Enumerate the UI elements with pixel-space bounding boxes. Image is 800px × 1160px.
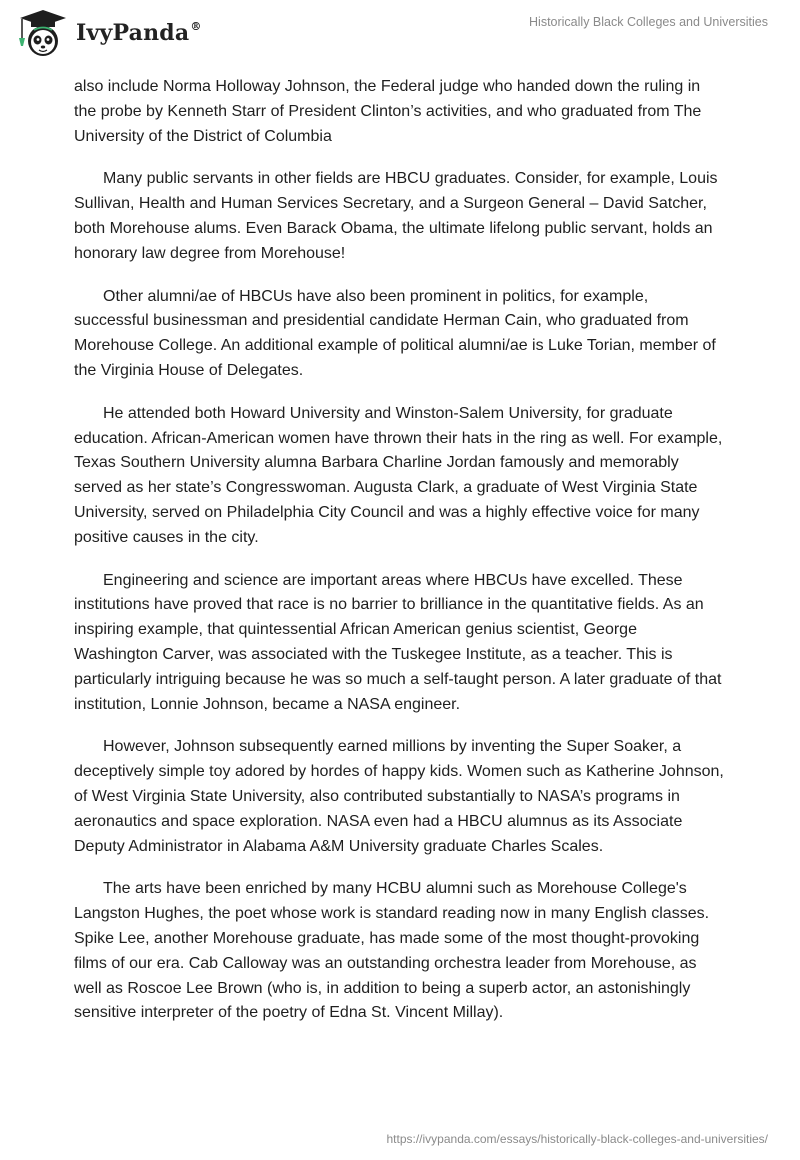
logo-text: IvyPanda® [76,20,202,46]
page-header [0,0,800,70]
paragraph: However, Johnson subsequently earned millions by inventing the Super Soaker, a deceptively simple toy adored by hordes of happy kids. Women such as Katherine Johnson, of West Virginia State University, also contributed substantially to NASA’s programs in aeronautics and space exploration. NASA even had a HBCU alumnus as its Associate Deputy Administrator in Alabama A&M University graduate Charles Scales. [74,738,724,855]
paragraph: also include Norma Holloway Johnson, the Federal judge who handed down the ruling in the probe by Kenneth Starr of President Clinton’s activities, and who graduated from The University of the District of Columbia [74,78,702,145]
paragraph: Engineering and science are important areas where HBCUs have excelled. These institutions have proved that race is no barrier to brilliance in the quantitative fields. As an inspiring example, that quintessential African American genius scientist, George Washington Carver, was associated with the Tuskegee Institute, as a teacher. This is particularly intriguing because he was so much a self-taught person. A later graduate of that institution, Lonnie Johnson, became a NASA engineer. [74,571,722,713]
document-title: Historically Black Colleges and Universities [529,15,768,29]
paragraph: Many public servants in other fields are HBCU graduates. Consider, for example, Louis Sullivan, Health and Human Services Secretary, and a Surgeon General – David Satcher, both Morehouse alums. Even Barack Obama, the ultimate lifelong public servant, holds an honorary law degree from Morehouse! [74,170,718,262]
essay-body [74,75,724,1044]
registered-mark: ® [190,20,202,33]
paragraph: Other alumni/ae of HBCUs have also been prominent in politics, for example, successful businessman and presidential candidate Herman Cain, who graduated from Morehouse College. An additional example of political alumni/ae is Luke Torian, member of the Virginia House of Delegates. [74,287,716,379]
paragraph: The arts have been enriched by many HCBU alumni such as Morehouse College's Langston Hughes, the poet whose work is standard reading now in many English classes. Spike Lee, another Morehouse graduate, has made some of the most thought-provoking films of our era. Cab Calloway was an outstanding orchestra leader from Morehouse, as well as Roscoe Lee Brown (who is, in addition to being a superb actor, an astonishingly sensitive interpreter of the poetry of Edna St. Vincent Millay). [74,880,710,1022]
source-url[interactable]: https://ivypanda.com/essays/historically-black-colleges-and-universities/ [386,1132,768,1146]
paragraph: He attended both Howard University and Winston-Salem University, for graduate education. African-American women have thrown their hats in the ring as well. For example, Texas Southern University alumna Barbara Charline Jordan famously and memorably served as her state’s Congresswoman. Augusta Clark, a graduate of West Virginia State University, served on Philadelphia City Council and was a highly effective voice for many positive causes in the city. [74,404,723,546]
panda-graduate-icon [14,8,72,58]
logo[interactable] [14,8,202,58]
